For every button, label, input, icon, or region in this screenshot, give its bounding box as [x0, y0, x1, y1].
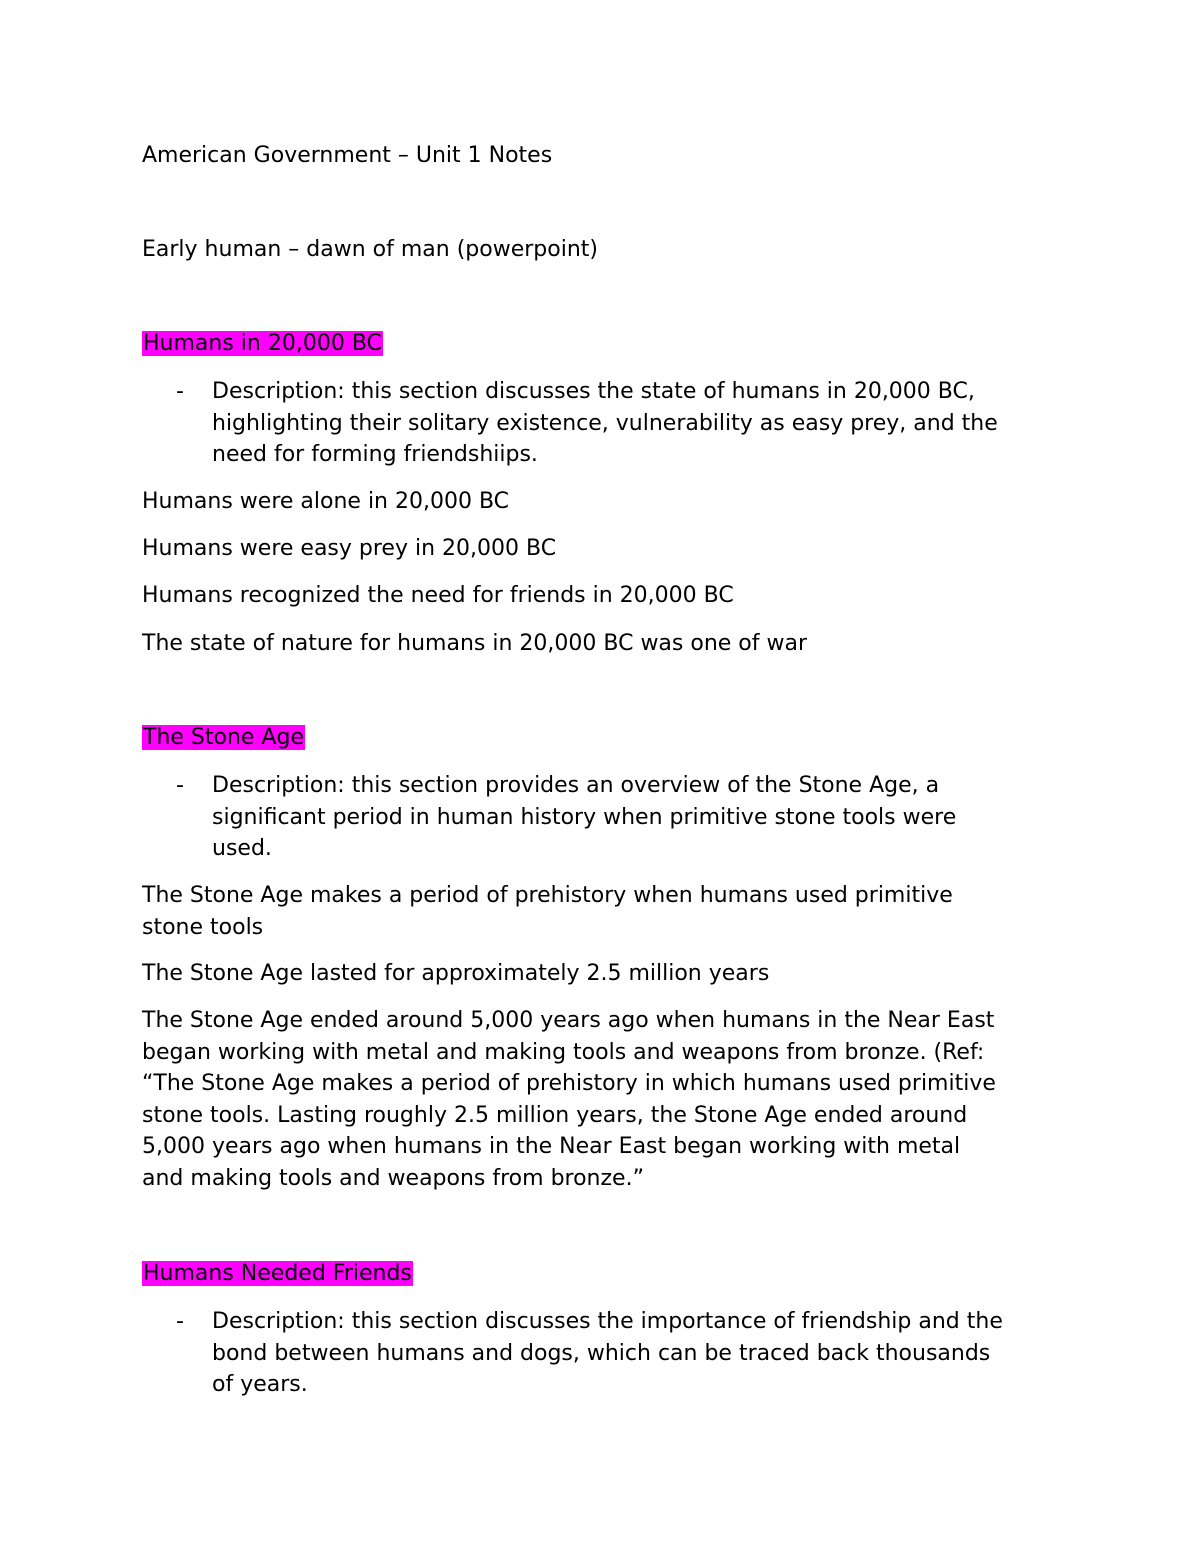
- section-description: [212, 1306, 1072, 1401]
- note-paragraph: [142, 880, 1072, 943]
- bullet-marker: -: [176, 379, 184, 404]
- note-line: 5,000 years ago when humans in the Near East began working with metal: [142, 1134, 961, 1159]
- bullet-marker: -: [176, 773, 184, 798]
- description-line: highlighting their solitary existence, vulnerability as easy prey, and the: [212, 410, 998, 436]
- note-line: and making tools and weapons from bronze.”: [142, 1165, 644, 1191]
- note-line: Humans were easy prey in 20,000 BC: [142, 536, 557, 561]
- document-subtitle: Early human – dawn of man (powerpoint): [142, 237, 598, 262]
- bullet-marker: -: [176, 1309, 184, 1334]
- note-paragraph: [142, 1005, 1072, 1194]
- section-heading-stone-age: [142, 722, 305, 754]
- highlighted-heading-text: Humans in 20,000 BC: [143, 331, 382, 356]
- description-line: Description: this section discusses the state of humans in 20,000 BC,: [212, 379, 975, 404]
- note-line: Humans were alone in 20,000 BC: [142, 489, 510, 514]
- description-line: Description: this section discusses the importance of friendship and the: [212, 1309, 1003, 1334]
- note-line: “The Stone Age makes a period of prehistory in which humans used primitive: [142, 1071, 996, 1096]
- note-line: began working with metal and making tools and weapons from bronze. (Ref:: [142, 1039, 985, 1065]
- note-line: Humans recognized the need for friends in 20,000 BC: [142, 583, 734, 608]
- document-title: American Government – Unit 1 Notes: [142, 143, 553, 168]
- description-line: used.: [212, 836, 272, 861]
- note-line: The Stone Age lasted for approximately 2.5 million years: [142, 961, 770, 986]
- description-line: need for forming friendshiips.: [212, 442, 538, 467]
- note-line: The Stone Age ended around 5,000 years ago when humans in the Near East: [142, 1008, 995, 1033]
- note-line: stone tools: [142, 914, 264, 940]
- note-line: stone tools. Lasting roughly 2.5 million years, the Stone Age ended around: [142, 1102, 968, 1128]
- description-line: bond between humans and dogs, which can be traced back thousands: [212, 1340, 991, 1366]
- note-line: The Stone Age makes a period of prehistory when humans used primitive: [142, 883, 953, 908]
- section-description: [212, 376, 1072, 471]
- highlighted-heading-text: The Stone Age: [143, 725, 304, 750]
- section-description: [212, 770, 1072, 865]
- description-line: significant period in human history when primitive stone tools were: [212, 804, 957, 830]
- section-heading-humans-needed-friends: [142, 1258, 413, 1290]
- description-line: Description: this section provides an overview of the Stone Age, a: [212, 773, 940, 798]
- description-line: of years.: [212, 1372, 308, 1397]
- highlighted-heading-text: Humans Needed Friends: [143, 1261, 412, 1286]
- note-line: The state of nature for humans in 20,000 BC was one of war: [142, 631, 808, 656]
- section-heading-humans-20000bc: [142, 328, 383, 360]
